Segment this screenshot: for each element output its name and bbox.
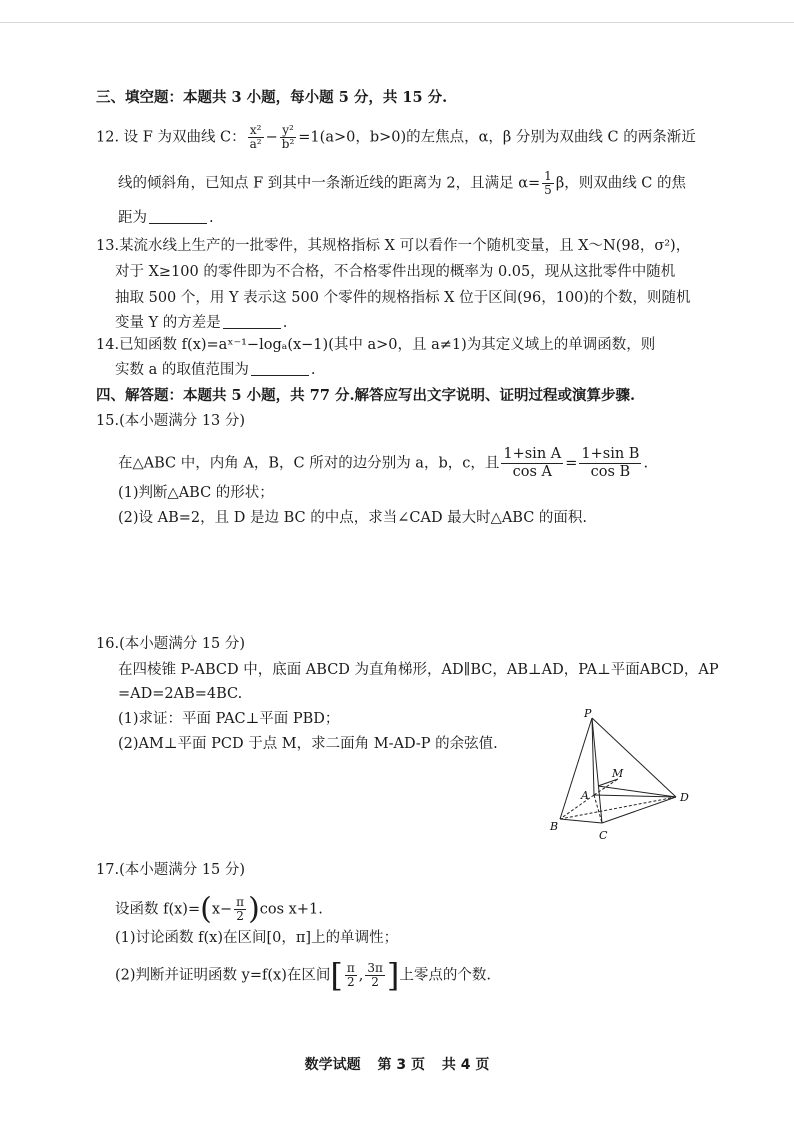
question-15-statement: 在△ABC 中，内角 A，B，C 所对的边分别为 a，b，c，且 $\frac{\text{1+sin A}}{\text{cos A}}$ = $\frac{\text{1+sin B}}{\text{cos B}}$ . (118, 446, 649, 480)
question-16-line-1: 在四棱锥 P-ABCD 中，底面 ABCD 为直角梯形，AD∥BC，AB⊥AD，PA⊥平面ABCD，AP (118, 662, 719, 678)
diagonal-BD (560, 797, 676, 819)
fraction-pi-over-2: $\frac{\pi}{2}$ (236, 895, 245, 923)
edge-PB (560, 718, 592, 819)
question-15-header: 15.(本小题满分 13 分) (96, 413, 246, 429)
question-13-line-4: 变量 Y 的方差是 . (115, 315, 288, 331)
edge-PD (592, 718, 676, 797)
fraction-3pi-over-2: $\frac{3\pi}{2}$ (367, 961, 383, 989)
fraction-pi-over-2: $\frac{\pi}{2}$ (346, 961, 355, 989)
page-footer (0, 1054, 794, 1074)
question-16-header: 16.(本小题满分 15 分) (96, 636, 246, 652)
top-rule (0, 22, 794, 23)
question-14-line-1: 14.已知函数 f(x)=aˣ⁻¹−logₐ(x−1)(其中 a>0，且 a≠1)为其定义域上的单调函数，则 (96, 337, 656, 353)
fraction-sinA-cosA: $\frac{\text{1+sin A}}{\text{cos A}}$ (503, 446, 562, 480)
question-16-line-2: =AD=2AB=4BC. (118, 686, 243, 702)
section-heading-fill-in: 三、填空题：本题共 3 小题，每小题 5 分，共 15 分. (96, 89, 448, 106)
question-17-header: 17.(本小题满分 15 分) (96, 862, 246, 878)
question-13-line-2: 对于 X≥100 的零件即为不合格，不合格零件出现的概率为 0.05，现从这批零件中随机 (115, 264, 676, 280)
question-17-function: 设函数 f(x)=(x− $\frac{\pi}{2}$ )cos x+1. (115, 891, 323, 927)
answer-blank[interactable] (223, 314, 281, 329)
footer-subject: 数学试题 (304, 1057, 361, 1073)
question-15-part-1: (1)判断△ABC 的形状； (118, 485, 274, 501)
section-heading-solutions: 四、解答题：本题共 5 小题，共 77 分.解答应写出文字说明、证明过程或演算步骤. (96, 387, 636, 404)
question-15-part-2: (2)设 AB=2，且 D 是边 BC 的中点，求当∠CAD 最大时△ABC 的面积. (118, 510, 588, 526)
footer-page-number: 第 3 页 (377, 1057, 425, 1073)
question-17-part-1: (1)讨论函数 f(x)在区间[0，π]上的单调性； (115, 930, 399, 946)
fraction-y2-b2: $\frac{\text{y²}}{\text{b²}}$ (281, 123, 295, 151)
question-13-line-3: 抽取 500 个，用 Y 表示这 500 个零件的规格指标 X 位于区间(96，100)的个数，则随机 (115, 290, 691, 306)
label-C: C (599, 829, 608, 842)
fraction-sinB-cosB: $\frac{\text{1+sin B}}{\text{cos B}}$ (581, 446, 640, 480)
label-D: D (680, 791, 689, 804)
answer-blank[interactable] (149, 209, 207, 224)
answer-blank[interactable] (251, 361, 309, 376)
edge-CD (602, 797, 676, 823)
question-17-part-2: (2)判断并证明函数 y=f(x)在区间[ $\frac{\pi}{2}$ , $\frac{3\pi}{2}$ ]上零点的个数. (115, 956, 491, 995)
label-B: B (550, 820, 559, 833)
footer-total-pages: 共 4 页 (441, 1057, 490, 1073)
question-12-line-3: 距为 . (118, 210, 214, 226)
question-16-part-1: (1)求证：平面 PAC⊥平面 PBD； (118, 711, 340, 727)
label-A: A (581, 789, 589, 802)
question-13-line-1: 13.某流水线上生产的一批零件，其规格指标 X 可以看作一个随机变量，且 X～N(98，σ²)， (96, 238, 691, 254)
pyramid-figure (540, 706, 710, 846)
label-P: P (584, 707, 592, 720)
label-M: M (612, 767, 624, 780)
question-12-line-1: 12. 设 F 为双曲线 C： $\frac{\text{x²}}{\text{a²}}$ − $\frac{\text{y²}}{\text{b²}}$ =1(a>0，b>0)的左焦点，α，β 分别为双曲线 C 的两条渐近 (96, 123, 696, 151)
edge-BC (560, 819, 602, 823)
segment-M (598, 779, 618, 786)
fraction-one-fifth: $\frac{1}{5}$ (544, 169, 552, 197)
fraction-x2-a2: $\frac{\text{x²}}{\text{a²}}$ (249, 123, 262, 151)
question-14-line-2: 实数 a 的取值范围为 . (115, 362, 316, 378)
question-number: 12. (96, 129, 120, 146)
question-16-part-2: (2)AM⊥平面 PCD 于点 M，求二面角 M-AD-P 的余弦值. (118, 736, 498, 752)
question-12-line-2: 线的倾斜角，已知点 F 到其中一条渐近线的距离为 2，且满足 α= $\frac{1}{5}$ β，则双曲线 C 的焦 (118, 169, 687, 197)
